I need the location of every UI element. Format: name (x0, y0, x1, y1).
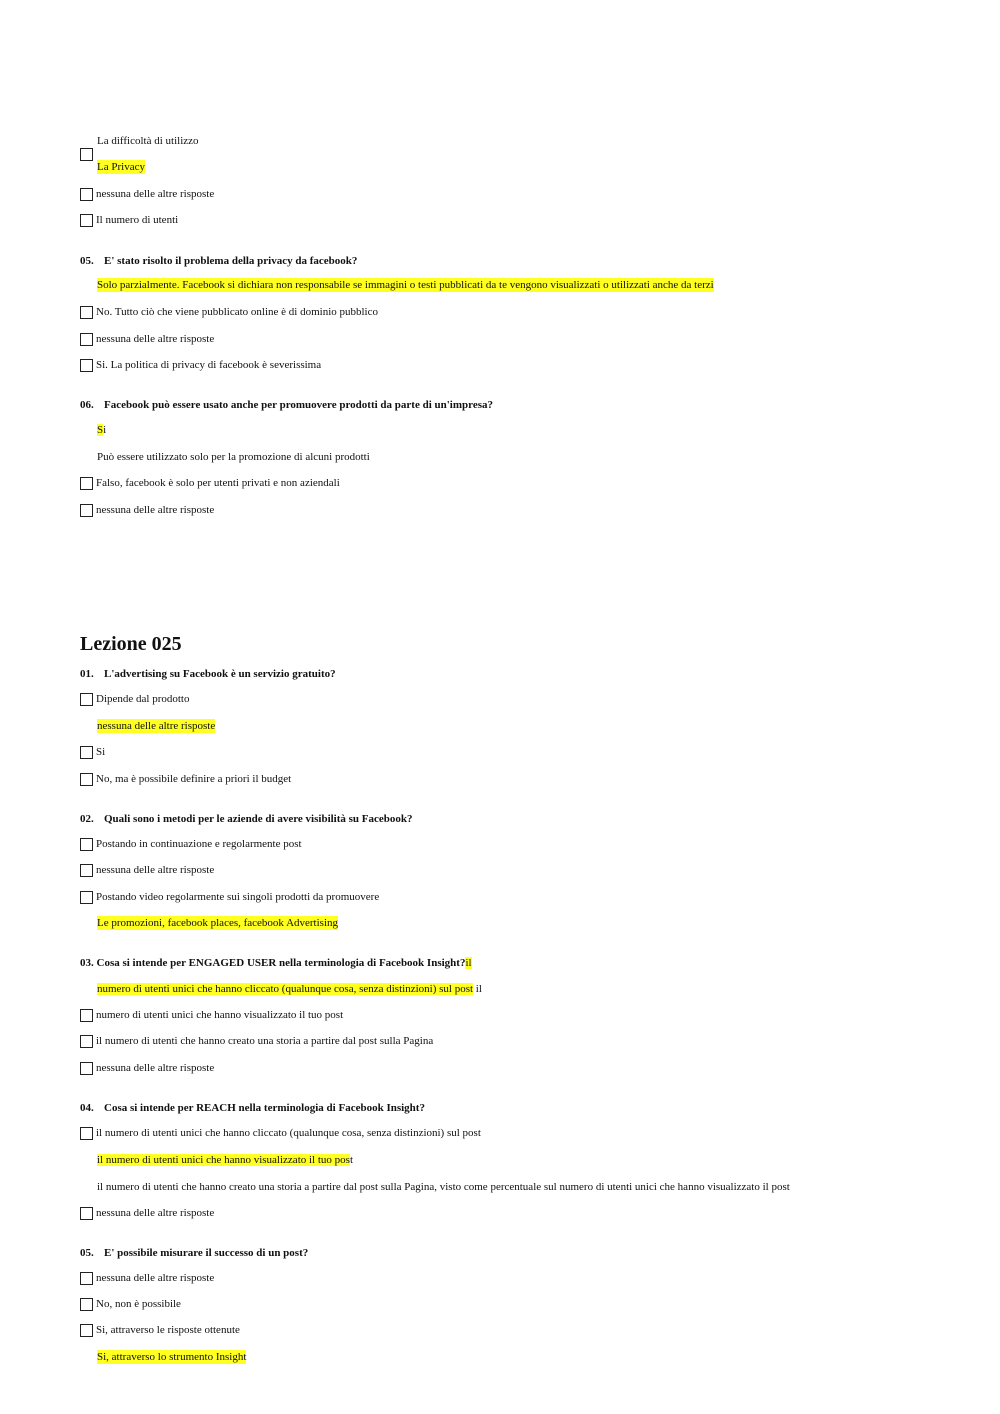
option-row[interactable] (80, 1032, 433, 1050)
checkbox[interactable] (80, 1062, 93, 1075)
option-row[interactable] (80, 743, 105, 761)
option-text: Postando in continuazione e regolarmente post (96, 838, 302, 850)
option-text: il numero di utenti unici che hanno cliccato (qualunque cosa, senza distinzioni) sul post (96, 1127, 481, 1139)
option-text: Si. La politica di privacy di facebook è severissima (96, 359, 322, 371)
option-row[interactable] (80, 888, 379, 906)
option-row[interactable] (80, 1269, 214, 1287)
option-text: Dipende dal prodotto (96, 693, 190, 705)
option-text: No, non è possibile (96, 1298, 181, 1310)
option-row[interactable] (80, 501, 214, 519)
checkbox[interactable] (80, 1207, 93, 1220)
option-row[interactable] (80, 770, 291, 788)
checkbox[interactable] (80, 306, 93, 319)
correct-answer: nessuna delle altre risposte (97, 720, 216, 732)
option-text: nessuna delle altre risposte (96, 188, 215, 200)
option-text: nessuna delle altre risposte (96, 1062, 215, 1074)
checkbox[interactable] (80, 214, 93, 227)
correct-answer: Si (97, 424, 107, 436)
correct-answer: Solo parzialmente. Facebook si dichiara non responsabile se immagini o testi pubblicati da te vengono visualizzati o utilizzati anche da terzi (97, 279, 714, 291)
option-row[interactable] (80, 1124, 481, 1142)
correct-answer: Si, attraverso lo strumento Insight (97, 1351, 247, 1363)
option-row[interactable] (80, 1204, 214, 1222)
checkbox[interactable] (80, 504, 93, 517)
checkbox[interactable] (80, 1127, 93, 1140)
option-row[interactable] (80, 1006, 343, 1024)
correct-answer: il numero di utenti unici che hanno visualizzato il tuo post (97, 1154, 354, 1166)
checkbox[interactable] (80, 891, 93, 904)
option-text: nessuna delle altre risposte (96, 504, 215, 516)
option-text: Falso, facebook è solo per utenti privati e non aziendali (96, 477, 340, 489)
option-text: No. Tutto ciò che viene pubblicato online è di dominio pubblico (96, 306, 378, 318)
question-title: 05. E' stato risolto il problema della privacy da facebook? (80, 255, 358, 267)
checkbox[interactable] (80, 838, 93, 851)
option-row[interactable] (80, 835, 302, 853)
checkbox[interactable] (80, 1298, 93, 1311)
option-text: No, ma è possibile definire a priori il budget (96, 773, 292, 785)
option-text: nessuna delle altre risposte (96, 864, 215, 876)
question-title: 06. Facebook può essere usato anche per promuovere prodotti da parte di un'impresa? (80, 399, 493, 411)
checkbox[interactable] (80, 148, 93, 161)
option-row[interactable] (80, 303, 378, 321)
option-row[interactable] (80, 474, 340, 492)
question-title: 03. Cosa si intende per ENGAGED USER nella terminologia di Facebook Insight?il (80, 957, 472, 969)
option-checkbox-row[interactable] (80, 145, 96, 163)
option-text: Il numero di utenti (96, 214, 179, 226)
option-text: Si, attraverso le risposte ottenute (96, 1324, 240, 1336)
checkbox[interactable] (80, 1009, 93, 1022)
option-row[interactable] (80, 356, 321, 374)
option-text: nessuna delle altre risposte (96, 1272, 215, 1284)
option-text: il numero di utenti che hanno creato una storia a partire dal post sulla Pagina (96, 1035, 434, 1047)
option-row[interactable] (80, 330, 214, 348)
checkbox[interactable] (80, 477, 93, 490)
option-row[interactable] (80, 185, 214, 203)
question-title: 02. Quali sono i metodi per le aziende di avere visibilità su Facebook? (80, 813, 413, 825)
option-text: il numero di utenti che hanno creato una storia a partire dal post sulla Pagina, visto come percentuale sul numero di utenti unici che hanno visualizzato il post (97, 1181, 790, 1193)
checkbox[interactable] (80, 333, 93, 346)
correct-answer: numero di utenti unici che hanno cliccato (qualunque cosa, senza distinzioni) sul post il (97, 983, 482, 995)
checkbox[interactable] (80, 188, 93, 201)
correct-answer: La Privacy (97, 161, 145, 173)
option-row[interactable] (80, 1321, 240, 1339)
checkbox[interactable] (80, 1272, 93, 1285)
checkbox[interactable] (80, 773, 93, 786)
checkbox[interactable] (80, 864, 93, 877)
option-text: numero di utenti unici che hanno visualizzato il tuo post (96, 1009, 344, 1021)
option-text: nessuna delle altre risposte (96, 1207, 215, 1219)
checkbox[interactable] (80, 746, 93, 759)
option-text: Può essere utilizzato solo per la promozione di alcuni prodotti (97, 451, 370, 463)
option-text: nessuna delle altre risposte (96, 333, 215, 345)
checkbox[interactable] (80, 359, 93, 372)
question-title: 04. Cosa si intende per REACH nella terminologia di Facebook Insight? (80, 1102, 425, 1114)
option-row[interactable] (80, 1059, 214, 1077)
checkbox[interactable] (80, 1324, 93, 1337)
option-row[interactable] (80, 861, 214, 879)
question-title: 01. L'advertising su Facebook è un servizio gratuito? (80, 668, 336, 680)
option-text: La difficoltà di utilizzo (97, 135, 199, 147)
correct-answer: Le promozioni, facebook places, facebook Advertising (97, 917, 339, 929)
checkbox[interactable] (80, 1035, 93, 1048)
option-text: Si (96, 746, 106, 758)
checkbox[interactable] (80, 693, 93, 706)
option-row[interactable] (80, 690, 189, 708)
lesson-heading: Lezione 025 (80, 633, 182, 655)
option-row[interactable] (80, 1295, 181, 1313)
question-title: 05. E' possibile misurare il successo di un post? (80, 1247, 309, 1259)
option-row[interactable] (80, 211, 178, 229)
option-text: Postando video regolarmente sui singoli prodotti da promuovere (96, 891, 380, 903)
